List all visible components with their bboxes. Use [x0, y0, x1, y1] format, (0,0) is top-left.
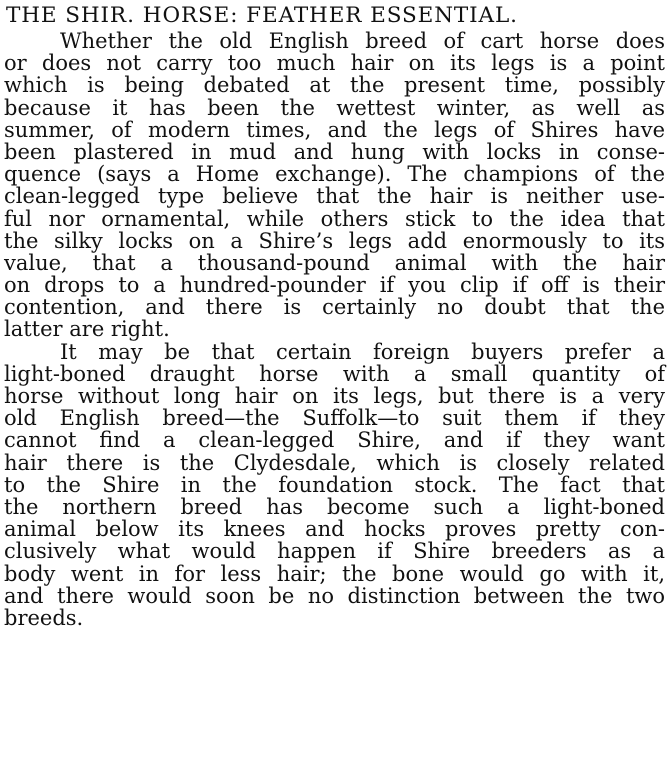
text-line: clean-legged type believe that the hair is neither use-: [4, 184, 665, 209]
text-line: light-boned draught horse with a small quantity of: [4, 361, 665, 386]
text-line: It may be that certain foreign buyers prefer a: [60, 339, 665, 364]
article: [4, 2, 665, 629]
paragraph-1: [4, 30, 665, 341]
text-line: breeds.: [4, 605, 84, 630]
text-line: clusively what would happen if Shire breeders as a: [4, 539, 665, 564]
text-line: Whether the old English breed of cart horse does: [60, 29, 665, 53]
text-line: value, that a thousand-pound animal with the hair: [4, 250, 665, 275]
text-line: the northern breed has become such a light-boned: [4, 494, 665, 519]
text-line: on drops to a hundred-pounder if you clip if off is their: [4, 273, 665, 298]
text-line: body went in for less hair; the bone would go with it,: [4, 561, 665, 586]
text-line: animal below its knees and hocks proves pretty con-: [4, 517, 665, 542]
text-line: hair there is the Clydesdale, which is closely related: [4, 450, 665, 475]
text-line: which is being debated at the present time, possibly: [4, 73, 665, 98]
text-line: latter are right.: [4, 317, 170, 342]
text-line: and there would soon be no distinction between the two: [4, 583, 665, 608]
text-line: summer, of modern times, and the legs of Shires have: [4, 117, 665, 142]
text-line: to the Shire in the foundation stock. The fact that: [4, 472, 665, 497]
text-line: quence (says a Home exchange). The champions of the: [4, 162, 665, 187]
text-line: or does not carry too much hair on its legs is a point: [4, 51, 665, 76]
text-line: because it has been the wettest winter, as well as: [4, 95, 665, 120]
text-line: cannot find a clean-legged Shire, and if they want: [4, 428, 665, 453]
paragraph-2: [4, 341, 665, 629]
text-line: old English breed—the Suffolk—to suit them if they: [4, 406, 665, 431]
text-line: been plastered in mud and hung with locks in conse-: [4, 139, 665, 164]
text-line: contention, and there is certainly no doubt that the: [4, 295, 665, 320]
text-line: ful nor ornamental, while others stick to the idea that: [4, 206, 665, 231]
article-title: THE SHIR․ HORSE: FEATHER ESSENTIAL.: [6, 3, 518, 28]
text-line: horse without long hair on its legs, but there is a very: [4, 384, 665, 408]
text-line: the silky locks on a Shire’s legs add enormously to its: [4, 228, 665, 253]
